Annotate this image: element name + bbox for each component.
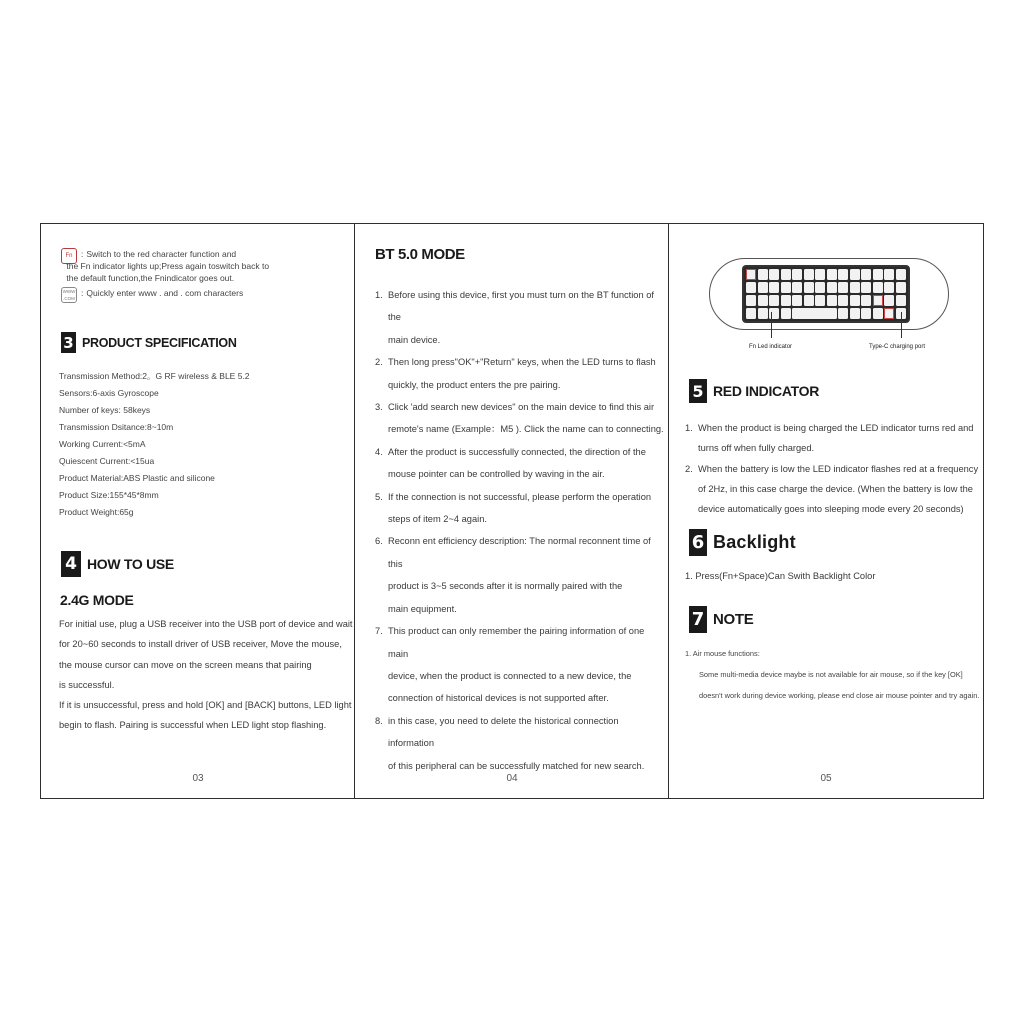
step-item [375, 351, 665, 396]
step-number: 6. [375, 536, 383, 547]
step-item [375, 710, 665, 777]
section-number: 6 [689, 529, 707, 556]
step-line: steps of item 2~4 again. [388, 514, 487, 525]
spec-item: Number of keys: 58keys [59, 405, 151, 415]
item-line: When the product is being charged the LED indicator turns red and [698, 423, 974, 433]
section-title: RED INDICATOR [713, 383, 820, 399]
bt-steps [375, 284, 665, 777]
item-line: turns off when fully charged. [698, 443, 815, 454]
mode-line: is successful. [59, 679, 115, 690]
section-title: NOTE [713, 611, 754, 628]
step-line: After the product is successfully connected, the direction of the [388, 446, 646, 457]
fn-line: Switch to the red character function and [86, 249, 237, 259]
list-item [685, 418, 981, 459]
step-line: This product can only remember the pairing information of one main [388, 626, 645, 659]
step-line: device, when the product is connected to a new device, the [388, 670, 632, 681]
section-number: 7 [689, 606, 707, 633]
page-number: 04 [506, 773, 518, 784]
air-remote-illustration [709, 258, 949, 330]
fn-key-icon: Fn [61, 248, 77, 264]
item-line: When the battery is low the LED indicator flashes red at a frequency [698, 463, 979, 474]
page-03 [40, 223, 356, 799]
step-item [375, 396, 665, 441]
mode-description [59, 614, 353, 736]
step-line: connection of historical devices is not supported after. [388, 693, 609, 704]
section-title: Backlight [713, 532, 796, 552]
bt-mode-title: BT 5.0 MODE [375, 246, 465, 263]
step-line: Before using this device, first you must turn on the BT function of the [388, 290, 654, 323]
step-line: quickly, the product enters the pre pairing. [388, 379, 561, 390]
spec-item: Product Size:155*45*8mm [59, 490, 159, 500]
step-line: in this case, you need to delete the historical connection information [388, 715, 619, 749]
spec-item: Transmission Dsitance:8~10m [59, 422, 174, 432]
step-number: 4. [375, 446, 383, 457]
www-icon-bottom: .COM [63, 296, 75, 301]
section-number: 4 [61, 551, 81, 577]
mode-line: If it is unsuccessful, press and hold [OK] and [BACK] buttons, LED light [59, 700, 352, 711]
spec-item: Product Weight:65g [59, 507, 134, 517]
spec-item: Transmission Method:2。G RF wireless & BLE 5.2 [59, 371, 250, 381]
section-red-indicator [689, 379, 819, 403]
step-line: mouse pointer can be controlled by waving in the air. [388, 469, 605, 480]
step-line: If the connection is not successful, please perform the operation [388, 491, 652, 502]
step-line: main equipment. [388, 603, 457, 614]
note-line: Some multi-media device maybe is not available for air mouse, so if the key [OK] [699, 670, 963, 679]
step-item [375, 441, 665, 486]
step-line: Reconn ent efficiency description: The normal reconnent time of this [388, 536, 651, 569]
spec-item: Product Material:ABS Plastic and silicone [59, 473, 215, 483]
fn-line: the Fn indicator lights up;Press again toswitch back to [66, 261, 270, 271]
spec-item: Quiescent Current:<15ua [59, 456, 155, 466]
list-item [685, 459, 981, 520]
step-number: 1. [375, 290, 383, 300]
item-line: device automatically goes into sleeping mode every 20 seconds) [698, 504, 964, 515]
spec-item: Sensors:6-axis Gyroscope [59, 388, 159, 398]
page-number: 05 [820, 773, 832, 784]
page-number: 03 [192, 773, 204, 784]
mode-title: 2.4G MODE [60, 592, 134, 608]
step-item [375, 530, 665, 620]
item-line: of 2Hz, in this case charge the device. (When the battery is low the [698, 483, 973, 494]
step-line: Click 'add search new devices" on the main device to find this air [388, 402, 655, 413]
step-line: Then long press"OK"+"Return" keys, when the LED turns to flash [388, 357, 656, 368]
mode-line: for 20~60 seconds to install driver of USB receiver, Move the mouse, [59, 639, 342, 650]
mode-line: the mouse cursor can move on the screen means that pairing [59, 659, 312, 670]
section-note [689, 606, 753, 633]
section-number: 3 [61, 332, 76, 353]
note-head: 1. Air mouse functions: [685, 649, 760, 658]
fn-line: the default function,the Fnindicator goes out. [66, 273, 235, 283]
mode-line: For initial use, plug a USB receiver into the USB port of device and wait [59, 619, 353, 629]
typec-callout: Type-C charging port [869, 344, 926, 350]
page-05 [668, 223, 984, 799]
step-line: of this peripheral can be successfully matched for new search. [388, 760, 645, 771]
section-backlight [689, 529, 796, 556]
section-number: 5 [689, 379, 707, 403]
spec-list [59, 368, 250, 521]
www-key-icon [61, 287, 77, 303]
fn-description: Fn : Switch to the red character function and the Fn indicator lights up;Press again toswitch back to the default function,the Fnindicator goes out. WWW .COM : Quickly enter www . and . com characters [62, 249, 270, 301]
note-content [685, 643, 979, 706]
backlight-item: 1. Press(Fn+Space)Can Swith Backlight Color [685, 571, 876, 581]
keyboard-illustration [742, 265, 910, 323]
step-number: 3. [375, 402, 383, 413]
red-indicator-list [685, 418, 981, 519]
step-number: 8. [375, 715, 383, 726]
step-item [375, 284, 665, 351]
fn-led-callout: Fn Led indicator [749, 344, 793, 350]
section-title: HOW TO USE [87, 556, 174, 572]
step-number: 7. [375, 626, 383, 637]
step-item [375, 620, 665, 710]
section-product-spec [61, 332, 237, 353]
www-text: Quickly enter www . and . com characters [86, 288, 244, 298]
www-icon-top: WWW [62, 289, 76, 294]
step-item [375, 486, 665, 531]
page-04 [354, 223, 670, 799]
fn-led-callout-line [771, 312, 772, 338]
item-number: 1. [685, 423, 693, 433]
spec-item: Working Current:<5mA [59, 439, 146, 449]
note-line: doesn't work during device working, please end close air mouse pointer and try again. [699, 691, 980, 700]
step-number: 5. [375, 491, 383, 502]
step-line: remote's name (Example：M5 ). Click the name can to connecting. [388, 424, 664, 435]
step-number: 2. [375, 357, 383, 368]
step-line: main device. [388, 334, 441, 345]
mode-line: begin to flash. Pairing is successful when LED light stop flashing. [59, 720, 327, 731]
step-line: product is 3~5 seconds after it is normally paired with the [388, 581, 623, 592]
typec-callout-line [901, 312, 902, 338]
item-number: 2. [685, 463, 693, 474]
section-how-to-use [61, 551, 174, 577]
section-title: PRODUCT SPECIFICATION [82, 335, 237, 350]
